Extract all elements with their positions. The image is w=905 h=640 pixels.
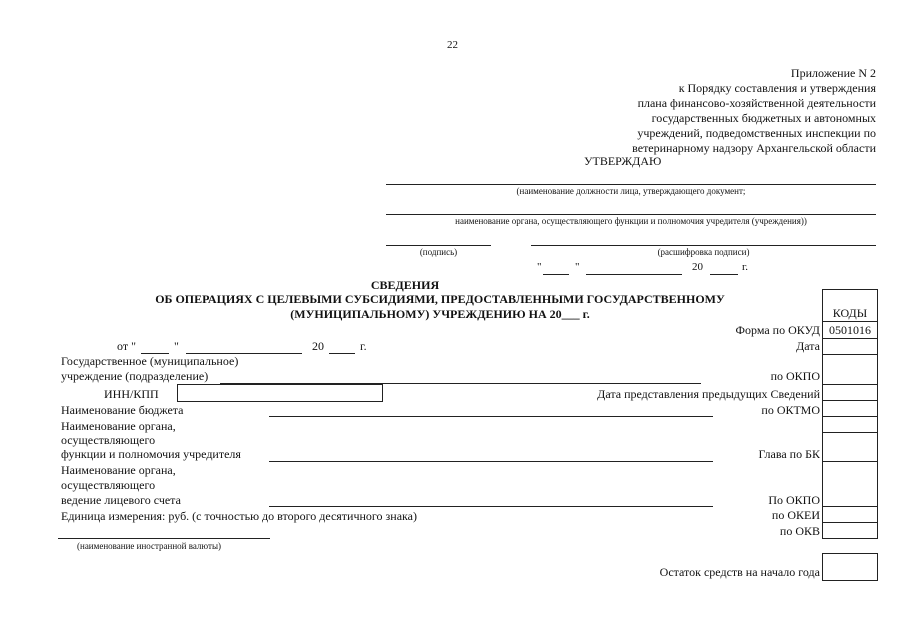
founder-organ-label-line3: функции и полномочия учредителя xyxy=(61,447,241,461)
budget-label: Наименование бюджета xyxy=(61,403,184,417)
approve-date-month-line xyxy=(586,274,682,275)
code-cell-divider xyxy=(822,432,878,433)
approve-date-quote-open: " xyxy=(537,261,542,273)
inn-kpp-field[interactable] xyxy=(177,384,383,402)
appendix-line: плана финансово-хозяйственной деятельности xyxy=(637,96,876,110)
form-date-year-line xyxy=(329,353,355,354)
account-organ-label-line2: осуществляющего xyxy=(61,478,156,492)
founder-organ-label-line1: Наименование органа, xyxy=(61,419,176,433)
form-date-year-prefix: 20 xyxy=(312,339,324,353)
okud-label: Форма по ОКУД xyxy=(735,323,820,337)
approve-label: УТВЕРЖДАЮ xyxy=(584,154,662,168)
appendix-block xyxy=(546,66,876,156)
approve-decoding-line xyxy=(531,245,876,246)
okud-code-value: 0501016 xyxy=(829,323,871,337)
institution-label-line2: учреждение (подразделение) xyxy=(61,369,209,383)
appendix-line: государственных бюджетных и автономных xyxy=(651,111,876,125)
doc-title-line2: ОБ ОПЕРАЦИЯХ С ЦЕЛЕВЫМИ СУБСИДИЯМИ, ПРЕДОСТАВЛЕННЫМИ ГОСУДАРСТВЕННОМУ xyxy=(155,292,725,306)
balance-field[interactable] xyxy=(822,553,878,581)
code-cell-divider xyxy=(822,461,878,462)
okpo2-label: По ОКПО xyxy=(768,493,820,507)
okpo-label: по ОКПО xyxy=(770,369,820,383)
approve-date-quote-close: " xyxy=(575,261,580,273)
doc-title-line3: (МУНИЦИПАЛЬНОМУ) УЧРЕЖДЕНИЮ НА 20___ г. xyxy=(290,307,590,321)
code-cell-divider xyxy=(822,506,878,507)
date-label: Дата xyxy=(796,339,820,353)
appendix-line: учреждений, подведомственных инспекции по xyxy=(637,126,876,140)
approve-date-year-prefix: 20 xyxy=(692,261,703,273)
inn-kpp-label: ИНН/КПП xyxy=(104,387,159,401)
code-cell-divider xyxy=(822,354,878,355)
institution-label-line1: Государственное (муниципальное) xyxy=(61,354,239,368)
form-date-quote: " xyxy=(174,339,179,353)
code-cell-divider xyxy=(822,400,878,401)
glava-bk-label: Глава по БК xyxy=(758,447,820,461)
account-organ-label-line1: Наименование органа, xyxy=(61,463,176,477)
founder-organ-line xyxy=(269,461,713,462)
approve-date-year-line xyxy=(710,274,738,275)
codes-header: КОДЫ xyxy=(832,306,868,320)
approve-date-day-line xyxy=(543,274,569,275)
doc-title-line1: СВЕДЕНИЯ xyxy=(370,278,440,292)
approve-signature-caption: (подпись) xyxy=(419,247,458,257)
balance-label: Остаток средств на начало года xyxy=(659,565,820,579)
code-cell-divider xyxy=(822,384,878,385)
form-date-year-suffix: г. xyxy=(360,339,367,353)
approve-position-caption: (наименование должности лица, утверждающего документ; xyxy=(516,186,746,196)
appendix-line: к Порядку составления и утверждения xyxy=(678,81,876,95)
account-organ-label-line3: ведение лицевого счета xyxy=(61,493,181,507)
approve-organ-line xyxy=(386,214,876,215)
code-cell-divider xyxy=(822,522,878,523)
approve-date-year-suffix: г. xyxy=(742,261,749,273)
okei-label: по ОКЕИ xyxy=(771,508,820,522)
form-date-prefix: от " xyxy=(117,339,136,353)
approve-signature-line xyxy=(386,245,491,246)
prev-date-label: Дата представления предыдущих Сведений xyxy=(597,387,820,401)
okv-label: по ОКВ xyxy=(779,524,820,538)
appendix-line: Приложение N 2 xyxy=(790,66,876,80)
currency-line xyxy=(58,538,270,539)
oktmo-label: по ОКТМО xyxy=(761,403,820,417)
unit-label: Единица измерения: руб. (с точностью до второго десятичного знака) xyxy=(61,509,417,523)
account-organ-line xyxy=(269,506,713,507)
approve-position-line xyxy=(386,184,876,185)
approve-decoding-caption: (расшифровка подписи) xyxy=(657,247,750,257)
approve-organ-caption: наименование органа, осуществляющего функции и полномочия учредителя (учреждения)) xyxy=(455,216,807,226)
currency-caption: (наименование иностранной валюты) xyxy=(77,541,221,551)
page-number: 22 xyxy=(447,39,458,51)
code-cell-divider xyxy=(822,338,878,339)
founder-organ-label-line2: осуществляющего xyxy=(61,433,156,447)
code-cell-divider xyxy=(822,416,878,417)
appendix-line: ветеринарному надзору Архангельской области xyxy=(632,141,876,155)
budget-line xyxy=(269,416,713,417)
